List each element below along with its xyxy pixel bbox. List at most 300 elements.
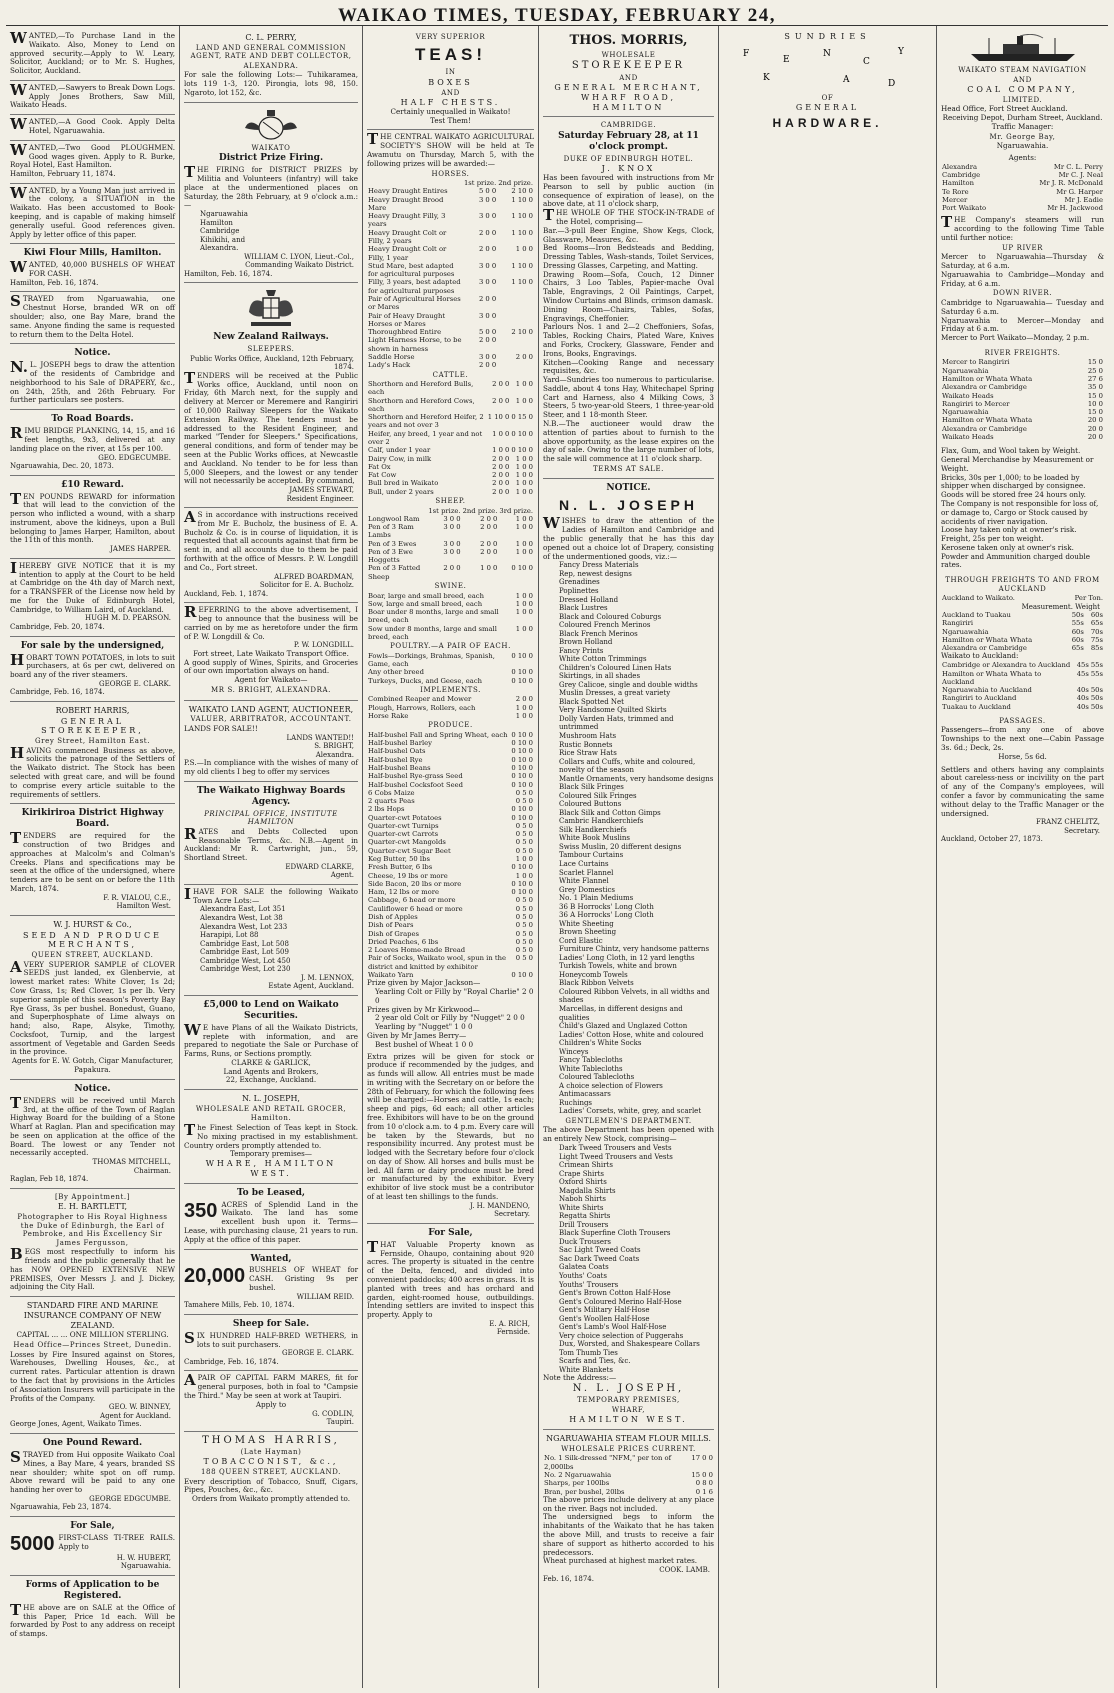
table-cell: Alexandra [942,162,978,171]
ad-apply: Apply to [255,1399,287,1409]
ad-sheep-for-sale [184,1315,358,1372]
ad-subtitle: VERY SUPERIOR [415,33,486,41]
ad-address: WHARE, HAMILTON WEST. [205,1159,337,1178]
table-cell: Bull, under 2 years [368,487,434,496]
ad-perry [184,29,358,103]
ad-signature: F. R. VIALOU, C.E., [103,893,171,902]
table-row [367,789,534,797]
ad-heading: STANDARD FIRE AND MARINE INSURANCE COMPANY OF NEW ZEALAND. [23,1301,162,1330]
ad-date: Ngaruawahia, Feb 23, 1874. [10,1503,112,1512]
table-row [367,677,534,685]
table-cell: Pair of Heavy Draught Horses or Mares [368,311,446,328]
table-cell: 2 0 0 [492,471,510,480]
cattle-table [367,380,534,496]
table-cell: 0 5 0 [515,830,533,839]
section-heading: THROUGH FREIGHTS TO AND FROM AUCKLAND [945,576,1100,593]
table-cell: Hamilton [942,179,974,188]
list-item: Gent's Woollen Half-Hose [559,1314,650,1323]
ad-name: ROBERT HARRIS, [55,705,130,715]
return-freights-table [941,661,1104,711]
table-cell: 1 0 0 [515,396,533,405]
ad-bucholz [184,508,358,603]
ad-signature: CLARKE & GARLICK, [231,1057,311,1067]
table-cell: Pen of 3 Fatted Sheep [368,564,421,581]
table-cell: 25 0 [1087,366,1103,375]
ad-heading: Kirikiriroa District Highway Board. [21,808,164,830]
table-cell: 35 0 [1087,383,1103,392]
ad-lend-money [184,996,358,1090]
table-row [367,608,534,625]
ad-heading: To be Leased, [236,1187,306,1198]
section-heading: UP RIVER [1001,243,1044,252]
list-item: Dolly Varden Hats, trimmed and untrimmed [559,714,674,732]
ad-role: Agent. [330,871,354,880]
ad-role: Estate Agent, Auckland. [268,982,354,991]
list-item: Grey Calicoe, single and double widths [559,680,698,689]
ad-role: Solicitor for E. A. Bucholz. [259,581,354,590]
ad-agricultural-show [367,130,534,1223]
table-cell: Half-bushel Cocksfoot Seed [368,780,464,789]
columns [6,26,1108,1688]
table-row [941,686,1104,694]
through-header [941,594,1104,602]
ad-signature: HUGH M. D. PEARSON. [85,614,171,623]
list-item: Cambridge [200,227,240,236]
table-cell: Dish of Apples [368,913,418,922]
ad-heading: Notice. [74,348,111,359]
ad-teas [367,29,534,130]
ad-text: Passengers—from any one of above Townships to the next one—Cabin Passage 3s. 6d.; Deck, 2s. [941,725,1104,753]
ad-auctioneer: J. KNOX [601,164,656,174]
list-item: Very Handsome Quilted Skirts [559,706,667,715]
table-cell: 1 0 0 [515,471,533,480]
ad-longdill [184,603,358,700]
ad-signature: GEORGE EDGCUMBE. [89,1494,171,1503]
ad-signature: THOMAS MITCHELL, [92,1158,171,1167]
list-item: Dressed Holland [559,595,619,604]
table-row [543,1479,714,1487]
table-cell: Ngaruawahia [942,627,989,636]
table-cell: 65s [1090,619,1103,628]
ad-temp-premises: Temporary premises— [230,1149,312,1159]
list-item: Lace Curtains [559,859,609,868]
table-row [367,212,534,229]
list-item: Children's Coloured Linen Hats [559,663,672,672]
table-row [543,1471,714,1479]
ad-heading: District Prize Firing. [218,153,324,164]
ad-role: Agent for Auckland. [100,1411,171,1420]
ad-address: Fort street, Late Waikato Transport Office. [193,648,349,658]
table-cell: 50s [1090,686,1103,695]
ad-fernside-sale [367,1224,534,1341]
table-cell: 55s [1090,669,1103,678]
ad-trade: GENERAL STOREKEEPER, [41,716,144,736]
table-cell: 1 0 0 [515,591,533,600]
ad-text: N.B.—The auctioneer would draw the attention of parties about to furnish to the above opportunity, as the lease expires on the day of sale. Owing to the large number of lots, the sale will commence at 11 o'clock sharp. [543,418,714,464]
list-item: Swiss Muslin, 20 different designs [559,842,682,851]
ad-traffic-label: Traffic Manager: [991,121,1054,131]
ad-signature: WILLIAM C. LYON, Lieut.-Col., [244,252,354,261]
table-cell: Pen of 3 Ram Lambs [368,523,414,540]
ad-thomas-harris [184,1432,358,1508]
ad-wanted-wheat [184,1250,358,1315]
ad-text: BEGS most respectfully to inform his friends and the public generally that he has NOW OPENED EXTENSIVE NEW PREMISES, Over Messrs J. and J. Dickey, adjoining the City Hall. [10,1245,175,1292]
ad-joseph-drapery [543,479,714,1430]
table-cell: 15 0 [1087,391,1103,400]
ad-date: Tamahere Mills, Feb. 10, 1874. [184,1301,295,1310]
ad-word: GENERAL [795,103,860,113]
table-cell: 1 10 0 [511,212,533,221]
ad-heading: WAIKATO STEAM NAVIGATION [958,66,1087,74]
ad-text: IHEREBY GIVE NOTICE that it is my intention to apply at the Court to be held at Cambridge on the 4th day of March next, for a TRANSFER of the License now held by me for the Duke of Edinburgh Hotel, Cambridge, to William Laird, of Auckland. [10,558,175,614]
table-cell: Horse Rake [368,712,409,721]
list-item: Black Ribbon Velvets [559,979,634,988]
table-cell: Plough, Harrows, Rollers, each [368,703,476,712]
ad-text: Extra prizes will be given for stock or produce if recommended by the judges, and as funds will allow. All entries must be made in writing with the Secretary on or before the 28th of February, for which the following fees will be charged:—Horses and cattle, 1s each; sheep and pigs, 6d each; all other articles free. Exhibitors will have to be on the ground from 10 o'clock a.m. to 4 p.m. Every care will be taken by the Stewards, but no responsibility incurred. Any protest must be lodged with the Secretary before four o'clock on day of Show. All horses and bulls must be led. All farm or dairy produce must be bred or manufactured by the exhibitor. Every exhibitor of live stock must be a contributor of at least ten shillings to the funds. [367,1051,534,1202]
ad-footer: Agents for E. W. Gotch, Cigar Manufacturer, Papakura. [11,1056,174,1074]
list-item: Magdalla Shirts [559,1186,616,1195]
table-cell: 1 0 0 [515,479,533,488]
column-4 [539,26,719,1688]
list-item: Dux, Worsted, and Shakespeare Collars [559,1340,700,1349]
ad-text: Settlers and others having any complaints about careless-ness or incivility on the part of any of the Company's employees, will confer a favor by communicating the same without delay to the Traffic Manager or the undersigned. [941,764,1104,818]
timetable-row: Ngaruawahia to Cambridge—Monday and Friday, at 6 a.m. [941,269,1104,288]
ad-text: ACRES of Splendid Land in the Waikato. The land has some excellent bush upon it. Terms—Lease, with purchasing clause, 21 years to run. Apply at the office of this paper. [184,1199,358,1244]
table-row [941,670,1104,687]
ad-knox-auction [543,117,714,479]
table-cell: Thoroughbred Entire [368,328,442,337]
ad-name: THOS. MORRIS, [569,33,688,48]
ad-text: TENDERS will be received until March 3rd, at the office of the Town of Raglan Highway Board for the building of a Stone Wharf at Raglan. Plan and specification may be seen on application at the office of the Board. The lowest or any Tender not necessarily accepted. [10,1093,175,1158]
table-row [367,764,534,772]
table-cell: 1 10 0 [511,228,533,237]
list-item: Oxford Shirts [559,1178,607,1187]
ad-role: Chairman. [133,1166,171,1175]
scattered-letters-ornament [723,42,923,90]
list-item: Skirtings, in all shades [559,672,641,681]
table-header: 2nd prize. [498,179,533,188]
svg-text:D: D [888,78,896,89]
ad-to-be-leased [184,1184,358,1250]
table-row [367,938,534,946]
list-item: Cambridge West, Lot 230 [200,965,291,974]
ad-role: Commanding Waikato District. [245,261,354,270]
ad-signature: WILLIAM REID. [296,1292,354,1301]
table-cell: Te Rore [942,187,969,196]
ad-trade: STOREKEEPER [571,60,686,72]
ad-text: HOBART TOWN POTATOES, in lots to suit purchasers, at 6s per cwt, delivered on board any of the river steamers. [10,650,175,680]
table-cell: Fowls—Dorkings, Brahmas, Spanish, Game, each [368,651,495,669]
table-cell: Lady's Hack [368,361,411,370]
ad-address: WHARF, [611,1405,646,1414]
table-cell: Mr G. Harper [1056,187,1103,196]
table-cell: 17 0 0 [691,1454,713,1463]
table-row [367,592,534,600]
ad-word: AND [1013,75,1032,84]
ad-kiwi-flour-mills [10,244,175,292]
list-item: White Tablecloths [559,1064,623,1073]
table-row [367,863,534,871]
table-cell: No. 1 Silk-dressed "NFM," per ton of 2,000lbs [544,1454,672,1471]
ad-text: The Finest Selection of Teas kept in Stock. No mixing practised in my establishment. Country orders promptly attended to. [184,1121,358,1150]
table-cell: 1 0 0 [515,624,533,633]
table-cell: 0 5 0 [515,838,533,847]
list-item: Alexandra West, Lot 38 [200,914,283,922]
table-cell: Sow under 8 months, large and small breed, each [368,624,497,641]
table-cell: 1 0 0 [492,446,510,455]
ad-item: Kitchen—Cooking Range and necessary requisites, &c. [543,357,714,376]
table-cell: 1 10 0 [511,261,533,270]
ad-big-title: N. L. JOSEPH [558,497,699,514]
table-cell: 60s [1071,635,1084,644]
through-freights-table [941,611,1104,652]
ad-heading: Saturday February 28, at 11 o'clock prompt. [558,130,699,152]
table-cell: 0 10 0 [511,813,533,822]
list-item: Goods will be stored free 24 hours only. [941,490,1086,500]
table-row [941,408,1104,416]
table-cell: 2 0 0 [492,380,510,389]
ad-office: Public Works Office, Auckland, 12th February, 1874. [190,354,354,372]
ad-capital: CAPITAL ... ... ONE MILLION STERLING. [16,1330,169,1340]
table-header: Per Ton. [1074,594,1103,603]
table-cell: 0 10 0 [511,780,533,789]
table-cell: 0 5 0 [515,896,533,905]
ad-heading: Forms of Application to be Registered. [25,1579,160,1601]
ad-name: THOMAS HARRIS, [202,1434,340,1446]
table-cell: Heifer, any breed, 1 year and not over 2 [368,429,483,447]
list-item: Fancy Dress Materials [559,561,639,570]
ad-subtitle: WHOLESALE [601,50,656,59]
special-prize: Yearling Colt or Filly by "Royal Charlie" 2 0 0 [375,987,534,1005]
table-row [367,913,534,921]
list-item: Gent's Brown Cotton Half-Hose [559,1289,671,1298]
table-row [367,353,534,361]
table-row [367,361,534,369]
ad-place: Fernside. [496,1328,530,1337]
table-row [367,652,534,669]
table-header: 1st prize. [428,506,461,515]
table-row [941,375,1104,383]
poultry-table [367,652,534,685]
table-cell: 3 0 0 [443,539,461,548]
ad-place: Hamilton. [250,1114,292,1123]
table-cell: 65s [1071,644,1084,653]
ad-robert-harris [10,702,175,804]
ad-text: The above prices include delivery at any place on the river. Bags not included. [543,1494,714,1513]
section-heading: DOWN RIVER. [992,289,1053,298]
column-3 [363,26,539,1688]
table-cell: 40s [1076,686,1089,695]
svg-text:Y: Y [898,46,904,57]
table-cell: 0 10 0 [511,863,533,872]
ad-name: E. H. BARTLETT, [57,1202,128,1212]
ad-text: TENDERS will be received at the Public Works office, Auckland, until noon on Friday, 6th March next, for the supply and delivery at Mercer or Meremere and Rangiriri of 10,000 Railway Sleepers for the Waikato Extension Railway. The tenders must be addressed to the Resident Engineer, and marked "Tender for Sleepers." Specifications, general conditions, and form of tender may be seen at the Public Works offices, at Newcastle and Auckland. No tender to be for less than 5,000 Sleepers, and the lowest or any tender will not necessarily be accepted. By command, [184,368,358,486]
special-prize: 2 year old Colt or Filly by "Nugget" 2 0 0 [375,1013,525,1023]
list-item: Ruchings [559,1098,593,1107]
table-row [941,367,1104,375]
table-cell: 0 5 0 [515,846,533,855]
ad-signature: P. W. LONGDILL. [293,641,354,650]
crest-caption: WAIKATO [251,143,291,152]
list-item: Antimacassars [559,1090,611,1099]
ad-text: WE have Plans of all the Waikato Districts, replete with information, and are prepared to negotiate the Sale or Purchase of Farms, Runs, or Sections promptly. [184,1020,358,1059]
table-row [941,392,1104,400]
ad-text: SIX HUNDRED HALF-BRED WETHERS, in lots to suit purchasers. [184,1328,358,1349]
table-row [367,380,534,397]
list-item: Light Tweed Trousers and Vests [559,1152,673,1161]
table-row [941,163,1104,171]
table-row [367,731,534,739]
table-row [367,954,534,971]
table-cell: 1 0 0 [515,514,533,523]
table-cell: 27 6 [1087,375,1103,383]
table-cell: 15 0 0 [691,1470,713,1479]
ad-text: WISHES to draw the attention of the Ladies of Hamilton and Cambridge and the public generally that he has this day opened out a choice lot of Drapery, consisting of the undermentioned goods, viz.:— [543,514,714,561]
list-item: Coloured Tablecloths [559,1073,635,1082]
table-cell: 0 10 0 [511,747,533,756]
table-cell: 2 0 0 [492,454,510,463]
table-cell: Cauliflower 6 head or more [368,904,463,913]
list-item: Furniture Chintz, very handsome patterns [559,945,710,954]
table-cell: Rangiriri to Auckland [942,694,1017,703]
list-item: Kerosene taken only at owner's risk. [941,542,1074,552]
table-cell: 1 0 0 [515,539,533,548]
table-cell: 50s [1071,611,1084,620]
table-cell: 1 0 0 [515,703,533,712]
table-cell: Hamilton or Whata Whata to Auckland [942,669,1042,686]
ad-subheading: PRINCIPAL OFFICE, INSTITUTE HAMILTON [204,809,338,827]
table-row [367,328,534,336]
ad-signature: GEO. EDGECUMBE. [98,453,171,462]
table-row [941,425,1104,433]
ad-text: Horse, 5s 6d. [998,751,1047,761]
ad-text: FIRST-CLASS TI-TREE RAILS. Apply to [58,1532,175,1551]
table-row [367,187,534,195]
list-item: Brown Sheeting [559,928,617,937]
table-row [367,196,534,213]
ad-heading: NGARUAWAHIA STEAM FLOUR MILLS. [546,1434,711,1444]
ad-text: Losses by Fire Insured against on Stores, Warehouses, Dwelling Houses, &c., at current rates. Particular attention is drawn to the fact that by provisions in the Articles of Association Insurers will participate in the Profits of the Company. [10,1349,175,1403]
table-cell: Keg Butter, 50 lbs [368,855,430,864]
table-cell: 2 0 0 [443,564,461,573]
ad-text: WANTED,—A Good Cook. Apply Delta Hotel, Ngaruawahia. [10,115,175,136]
svg-text:E: E [783,54,790,65]
list-item: Collars and Cuffs, white and coloured, novelty of the season [559,757,696,775]
ad-manager: Mr. George Bay, [989,132,1056,141]
list-item: A choice selection of Flowers [559,1081,663,1090]
table-row [367,747,534,755]
table-cell: 2 0 0 [478,245,497,254]
ad-name: N. L. JOSEPH, [572,1383,685,1395]
list-item: Black Lustres [559,604,608,613]
table-cell: 2 0 0 [478,228,497,237]
ad-name: C. L. PERRY, [245,33,297,42]
ad-signature: JAMES STEWART, [289,486,354,495]
table-cell: 55s [1090,661,1103,670]
table-cell: 1 10 0 [487,413,510,422]
section-heading: PASSAGES. [999,716,1046,725]
ad-text: RATES and Debts Collected upon Reasonable Terms, &c. N.B.—Agent in Auckland: Mr R. Cartwright, jun., 59, Shortland Street. [184,824,358,863]
table-cell [497,361,534,369]
ad-address: 188 QUEEN STREET, AUCKLAND. [201,1468,341,1477]
special-prize: Yearling by "Nugget" 1 0 0 [375,1022,473,1032]
ad-text: AVERY SUPERIOR SAMPLE of CLOVER SEEDS just landed, ex Glenbervie, at lowest market rates: White Clover, 1s 2d; Cow Grass, 1s; Red Clover, 1s per lb. Very superior sample of this season's Poverty Bay Rye Grass, 3s per bushel. Bonedust, Guano, and Superphosphate of Lime always on hand; also, Rape, Alsyke, Timothy, Cocksfoot, Turnip, and the largest assortment of Vegetable and Garden Seeds in the province. [10,957,175,1057]
list-item: Grenadines [559,578,600,587]
ad-signature: G. CODLIN, [312,1409,354,1418]
ad-place: CAMBRIDGE. [600,121,657,130]
table-cell: Alexandra or Cambridge [942,424,1027,433]
table-cell: Sharps, per 100lbs [544,1479,610,1488]
ad-text: Certainly unequalled in Waikato! [390,106,511,116]
table-row [367,515,534,523]
table-cell: 1 0 0 [515,855,533,864]
ad-text: Has been favoured with instructions from Mr Pearson to sell by public auction (in consequence of expiration of lease), on the above date, at 11 o'clock sharp, [543,173,714,209]
table-cell: 70s [1090,627,1103,636]
list-item: Black and Coloured Coburgs [559,612,662,621]
table-row [367,888,534,896]
ad-text: The undersigned begs to inform the inhabitants of the Waikato that he has taken the above Mill, and trusts to receive a fair share of support as hitherto accorded to his predecessors. [543,1512,714,1557]
table-row [941,661,1104,669]
ad-item: Yard—Sundries too numerous to particularise. Saddle, about 4 tons Hay, Whitechapel Spring Cart and Harness, also 4 Milking Cows, 3 Steers, 5 two-year-old Steers, 1 three-year-old Steer, and 1 18-month Steer. [543,375,714,420]
table-row [367,488,534,496]
table-row [367,822,534,830]
table-cell [497,295,534,312]
ad-lands-wanted: LANDS WANTED!! [286,733,354,742]
table-row [367,229,534,246]
ad-town-lots [184,885,358,996]
table-cell: 50s [1090,694,1103,703]
table-cell: Waikato Yarn [368,970,414,979]
ad-heading: For Sale, [428,1227,473,1238]
ad-date: Raglan, Feb 18, 1874. [10,1175,89,1184]
ad-place: Taupiri. [326,1418,354,1427]
ad-heading: For sale by the undersigned, [20,640,165,651]
table-cell: Light Harness Horse, to be shown in harness [368,336,462,353]
ad-name: N. L. JOSEPH, [242,1094,300,1104]
table-cell: Pen of 3 Ewes [368,539,417,548]
table-cell: 0 5 0 [515,913,533,922]
section-heading: SHEEP. [435,496,466,505]
ad-signature: JAMES HARPER. [110,545,171,554]
ad-heading: Sheep for Sale. [232,1318,310,1329]
table-cell: Pair of Agricultural Horses or Mares [368,294,461,312]
table-cell: Alexandra or Cambridge [942,644,1027,653]
ad-text: WANTED, 40,000 BUSHELS OF WHEAT FOR CASH. [10,258,175,279]
ad-notice-joseph [10,344,175,410]
table-cell: Quarter-cwt Mangolds [368,838,446,847]
table-cell: Hamilton or Whata Whata [942,416,1033,425]
list-item: Brown Holland [559,638,613,647]
table-row [367,446,534,454]
table-row [367,896,534,904]
list-item: The Company is not responsible for loss of, or damage to, Cargo or Stock caused by accidents of river navigation. [941,498,1099,526]
section-heading: SWINE. [434,582,467,591]
ad-signature: GEORGE E. CLARK. [282,1349,354,1358]
table-cell: 0 10 0 [511,970,533,979]
table-cell: Rangiriri to Mercer [942,399,1010,408]
ad-text: TENDERS are required for the construction of two Bridges and approaches at Malcolm's and Colman's Creeks. Plans and specifications may be seen at the office of the undersigned, where tenders are to be sent on or before the 11th March, 1874. [10,829,175,893]
table-cell [497,336,534,353]
table-cell: 1 0 0 [515,608,533,617]
table-cell: 2 lbs Hops [368,805,405,814]
table-cell: 1 0 0 [515,462,533,471]
ad-signature: FRANZ CHELITZ, [1035,818,1100,827]
table-row [367,564,534,581]
table-cell: 50s [1090,702,1103,711]
table-row [367,600,534,608]
table-cell: Bull bred in Waikato [368,479,439,488]
list-item: Sac Dark Tweed Coats [559,1254,640,1263]
